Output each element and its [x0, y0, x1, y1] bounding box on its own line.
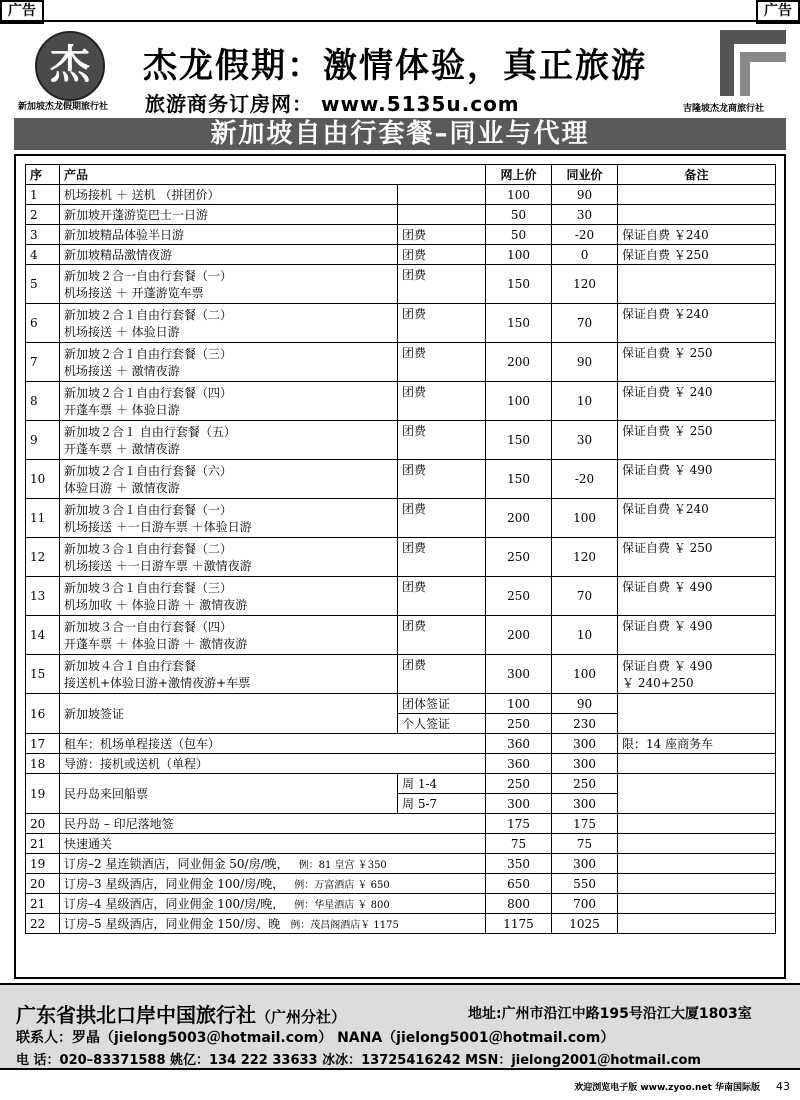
row-type: 团费: [398, 304, 486, 343]
row-trade-price: 250: [552, 774, 618, 794]
row-online-price: 200: [486, 616, 552, 655]
table-row: [26, 854, 776, 874]
row-no: 21: [26, 894, 60, 914]
row-note-line2: ￥ 240+250: [622, 676, 694, 690]
table-row: [26, 265, 776, 304]
row-note: 保证自费 ￥ 490: [618, 577, 776, 616]
row-no: 16: [26, 694, 60, 734]
table-row: [26, 834, 776, 854]
row-product: [60, 577, 398, 616]
row-online-price: 250: [486, 577, 552, 616]
row-product-line2: 体验日游 ＋ 激情夜游: [64, 481, 180, 495]
row-type: [398, 185, 486, 205]
row-product: 机场接机 ＋ 送机 （拼团价）: [60, 185, 398, 205]
row-online-price: 1175: [486, 914, 552, 934]
row-online-price: 300: [486, 655, 552, 694]
table-row: [26, 343, 776, 382]
price-table: [25, 164, 776, 934]
hotel-label: 订房–2 星连锁酒店，同业佣金 50/房/晚，: [64, 857, 289, 871]
row-note: 保证自费 ￥ 240: [618, 382, 776, 421]
agency-name: [16, 999, 346, 1028]
table-row: [26, 914, 776, 934]
row-product: [60, 499, 398, 538]
hotel-example: 例：华星酒店 ￥ 800: [294, 900, 390, 911]
row-product-line1: 新加坡２合１自由行套餐（六）: [64, 464, 233, 478]
table-header-row: [26, 165, 776, 185]
row-online-price: 360: [486, 754, 552, 774]
row-type: 团费: [398, 616, 486, 655]
row-note: [618, 894, 776, 914]
row-no: 1: [26, 185, 60, 205]
row-no: 20: [26, 874, 60, 894]
row-note: 保证自费 ￥ 250: [618, 538, 776, 577]
row-type: 团费: [398, 577, 486, 616]
row-no: 12: [26, 538, 60, 577]
row-note: [618, 774, 776, 814]
table-row: [26, 814, 776, 834]
row-trade-price: 230: [552, 714, 618, 734]
row-note: [618, 694, 776, 734]
table-row: [26, 616, 776, 655]
hotel-example: 例：81 皇宫 ￥350: [298, 860, 387, 871]
row-online-price: 50: [486, 225, 552, 245]
row-online-price: 150: [486, 421, 552, 460]
row-trade-price: 70: [552, 304, 618, 343]
row-trade-price: 700: [552, 894, 618, 914]
row-note: [618, 914, 776, 934]
hotel-example: 例：茂昌阁酒店￥ 1175: [290, 920, 399, 931]
col-header-trade: 同业价: [552, 165, 618, 185]
row-note: 保证自费 ￥240: [618, 304, 776, 343]
row-product: 快速通关: [60, 834, 486, 854]
table-row: [26, 754, 776, 774]
agency-name-text: 广东省拱北口岸中国旅行社: [16, 1003, 256, 1027]
col-header-online: 网上价: [486, 165, 552, 185]
row-no: 19: [26, 854, 60, 874]
row-product-line2: 开蓬车票 ＋ 激情夜游: [64, 442, 180, 456]
hotel-example: 例：万富酒店 ￥ 650: [294, 880, 390, 891]
row-online-price: 200: [486, 499, 552, 538]
col-header-note: 备注: [618, 165, 776, 185]
row-type: 团费: [398, 655, 486, 694]
row-product: [60, 894, 486, 914]
row-trade-price: 30: [552, 421, 618, 460]
row-type: 团费: [398, 460, 486, 499]
row-product-line1: 新加坡３合１自由行套餐（一）: [64, 503, 233, 517]
agency-branch: （广州分社）: [256, 1008, 347, 1026]
row-product-line2: 机场接送 ＋ 激情夜游: [64, 364, 180, 378]
table-row: [26, 245, 776, 265]
row-note: [618, 655, 776, 694]
row-trade-price: 10: [552, 382, 618, 421]
table-row: [26, 538, 776, 577]
row-note: 保证自费 ￥ 250: [618, 343, 776, 382]
row-product-line1: 新加坡２合１自由行套餐（二）: [64, 308, 233, 322]
row-trade-price: 30: [552, 205, 618, 225]
contact-line-2: 电 话：020–83371588 姚亿：134 222 33633 冰冰：13725416242 MSN：jielong2001＠hotmail.com: [16, 1053, 701, 1068]
row-no: 5: [26, 265, 60, 304]
table-row: [26, 460, 776, 499]
row-online-price: 150: [486, 304, 552, 343]
row-product-line1: 新加坡４合１自由行套餐: [64, 659, 197, 673]
row-type: 团费: [398, 245, 486, 265]
row-note: [618, 185, 776, 205]
row-trade-price: 0: [552, 245, 618, 265]
row-product-line1: 新加坡２合一自由行套餐（一）: [64, 269, 233, 283]
row-no: 6: [26, 304, 60, 343]
row-no: 7: [26, 343, 60, 382]
col-header-no: 序: [26, 165, 60, 185]
table-row: [26, 499, 776, 538]
row-no: 15: [26, 655, 60, 694]
row-no: 19: [26, 774, 60, 814]
top-divider: [0, 20, 800, 22]
row-note: [618, 874, 776, 894]
row-no: 11: [26, 499, 60, 538]
logo-caption-right: 吉隆坡杰龙商旅行社: [683, 104, 765, 114]
row-product: 新加坡开蓬游览巴士一日游: [60, 205, 398, 225]
row-online-price: 75: [486, 834, 552, 854]
row-trade-price: 100: [552, 499, 618, 538]
row-product: 新加坡精品体验半日游: [60, 225, 398, 245]
row-product: 新加坡精品激情夜游: [60, 245, 398, 265]
row-note: [618, 814, 776, 834]
row-trade-price: 90: [552, 694, 618, 714]
row-trade-price: 10: [552, 616, 618, 655]
row-type: 团费: [398, 421, 486, 460]
row-trade-price: 100: [552, 655, 618, 694]
row-trade-price: 90: [552, 185, 618, 205]
row-online-price: 150: [486, 460, 552, 499]
row-trade-price: 1025: [552, 914, 618, 934]
row-online-price: 200: [486, 343, 552, 382]
row-product: [60, 265, 398, 304]
row-product-line2: 接送机+体验日游+激情夜游+车票: [64, 676, 251, 690]
row-type: 个人签证: [398, 714, 486, 734]
row-online-price: 100: [486, 185, 552, 205]
row-product: [60, 382, 398, 421]
row-trade-price: 300: [552, 854, 618, 874]
table-row: [26, 225, 776, 245]
row-note: 保证自费 ￥240: [618, 499, 776, 538]
row-no: 2: [26, 205, 60, 225]
row-no: 10: [26, 460, 60, 499]
row-note: 保证自费 ￥ 250: [618, 421, 776, 460]
row-no: 4: [26, 245, 60, 265]
row-product-line2: 机场接送 ＋一日游车票 ＋体验日游: [64, 520, 252, 534]
hotel-label: 订房–4 星级酒店，同业佣金 100/房/晚，: [64, 897, 285, 911]
contact-line-1: 联系人：罗晶（jielong5003＠hotmail.com） NANA（jielong5001＠hotmail.com）: [16, 1030, 615, 1046]
price-table-frame: [14, 154, 786, 979]
row-note: [618, 265, 776, 304]
table-row: [26, 205, 776, 225]
hotel-label: 订房–3 星级酒店，同业佣金 100/房/晚，: [64, 877, 285, 891]
row-product: 租车：机场单程接送（包车）: [60, 734, 486, 754]
row-online-price: 800: [486, 894, 552, 914]
row-product: [60, 421, 398, 460]
row-note: [618, 754, 776, 774]
row-trade-price: 70: [552, 577, 618, 616]
hotel-label: 订房–5 星级酒店，同业佣金 150/房、晚: [64, 917, 281, 931]
row-product-line2: 机场加收 ＋ 体验日游 ＋ 激情夜游: [64, 598, 248, 612]
table-row: [26, 655, 776, 694]
row-online-price: 250: [486, 774, 552, 794]
agency-info-box: [0, 983, 800, 1070]
agency-address: 地址:广州市沿江中路195号沿江大厦1803室: [468, 1006, 752, 1022]
col-header-product: 产品: [60, 165, 486, 185]
row-product-line1: 新加坡３合１自由行套餐（三）: [64, 581, 233, 595]
table-row: [26, 734, 776, 754]
table-row: [26, 382, 776, 421]
row-product-line2: 开蓬车票 ＋ 体验日游 ＋ 激情夜游: [64, 637, 248, 651]
row-product: [60, 874, 486, 894]
table-row: [26, 185, 776, 205]
table-row: [26, 774, 776, 794]
logo-caption-left: 新加坡杰龙假期旅行社: [18, 102, 109, 112]
row-type: 周 1-4: [398, 774, 486, 794]
row-product-line2: 机场接送 ＋ 体验日游: [64, 325, 180, 339]
row-product-line2: 机场接送 ＋一日游车票 ＋激情夜游: [64, 559, 252, 573]
row-online-price: 175: [486, 814, 552, 834]
row-product: 民丹岛来回船票: [60, 774, 398, 814]
row-product: 新加坡签证: [60, 694, 398, 734]
row-product-line1: 新加坡２合１自由行套餐（三）: [64, 347, 233, 361]
row-trade-price: -20: [552, 225, 618, 245]
row-type: 团费: [398, 225, 486, 245]
row-no: 17: [26, 734, 60, 754]
table-row: [26, 577, 776, 616]
row-trade-price: 300: [552, 754, 618, 774]
row-trade-price: 300: [552, 734, 618, 754]
row-no: 8: [26, 382, 60, 421]
row-type: [398, 205, 486, 225]
row-type: 团体签证: [398, 694, 486, 714]
row-trade-price: 120: [552, 265, 618, 304]
table-row: [26, 694, 776, 714]
row-note: 保证自费 ￥ 490: [618, 616, 776, 655]
jielong-logo-icon: 杰: [35, 31, 105, 101]
row-product: [60, 914, 486, 934]
row-note: [618, 834, 776, 854]
row-product: [60, 655, 398, 694]
row-no: 3: [26, 225, 60, 245]
row-online-price: 350: [486, 854, 552, 874]
row-online-price: 100: [486, 245, 552, 265]
table-row: [26, 874, 776, 894]
row-online-price: 250: [486, 538, 552, 577]
row-note: [618, 205, 776, 225]
row-online-price: 50: [486, 205, 552, 225]
row-no: 18: [26, 754, 60, 774]
row-trade-price: 175: [552, 814, 618, 834]
row-product-line1: 新加坡３合１自由行套餐（二）: [64, 542, 233, 556]
f-logo-icon: [718, 28, 788, 98]
row-type: 团费: [398, 265, 486, 304]
page-number: 43: [776, 1080, 790, 1093]
row-trade-price: 75: [552, 834, 618, 854]
row-product: [60, 343, 398, 382]
row-note: 保证自费 ￥240: [618, 225, 776, 245]
row-product: 民丹岛 – 印尼落地签: [60, 814, 486, 834]
row-type: 团费: [398, 382, 486, 421]
row-trade-price: -20: [552, 460, 618, 499]
row-type: 团费: [398, 538, 486, 577]
row-no: 20: [26, 814, 60, 834]
table-row: [26, 421, 776, 460]
row-online-price: 250: [486, 714, 552, 734]
row-type: 团费: [398, 499, 486, 538]
row-note: 限：14 座商务车: [618, 734, 776, 754]
row-note: 保证自费 ￥250: [618, 245, 776, 265]
row-online-price: 100: [486, 694, 552, 714]
row-no: 21: [26, 834, 60, 854]
row-trade-price: 550: [552, 874, 618, 894]
row-product: [60, 616, 398, 655]
row-trade-price: 120: [552, 538, 618, 577]
row-online-price: 650: [486, 874, 552, 894]
row-trade-price: 90: [552, 343, 618, 382]
row-product-line1: 新加坡２合１ 自由行套餐（五）: [64, 425, 236, 439]
row-trade-price: 300: [552, 794, 618, 814]
row-no: 9: [26, 421, 60, 460]
row-note: 保证自费 ￥ 490: [618, 460, 776, 499]
row-product: [60, 538, 398, 577]
website-line: 旅游商务订房网： www.5135u.com: [145, 92, 520, 116]
row-product: [60, 304, 398, 343]
row-product: 导游：接机或送机（单程）: [60, 754, 486, 774]
row-type: 团费: [398, 343, 486, 382]
row-product-line1: 新加坡２合１自由行套餐（四）: [64, 386, 233, 400]
row-no: 14: [26, 616, 60, 655]
row-online-price: 360: [486, 734, 552, 754]
row-product-line1: 新加坡３合一自由行套餐（四）: [64, 620, 233, 634]
table-row: [26, 894, 776, 914]
ad-tag-left: 广告: [0, 0, 44, 24]
row-online-price: 100: [486, 382, 552, 421]
row-product: [60, 854, 486, 874]
row-no: 13: [26, 577, 60, 616]
row-online-price: 150: [486, 265, 552, 304]
row-note: [618, 854, 776, 874]
footer-text: 欢迎浏览电子版 www.zyoo.net 华南国际版: [574, 1083, 760, 1093]
ad-tag-right: 广告: [756, 0, 800, 24]
headline: 杰龙假期：激情体验，真正旅游: [143, 46, 647, 86]
row-type: 周 5-7: [398, 794, 486, 814]
title-banner: 新加坡自由行套餐–同业与代理: [14, 118, 786, 150]
table-row: [26, 304, 776, 343]
row-no: 22: [26, 914, 60, 934]
row-product-line2: 开蓬车票 ＋ 体验日游: [64, 403, 180, 417]
row-product-line2: 机场接送 ＋ 开蓬游览车票: [64, 286, 204, 300]
row-online-price: 300: [486, 794, 552, 814]
row-product: [60, 460, 398, 499]
row-note-line1: 保证自费 ￥ 490: [622, 659, 713, 673]
